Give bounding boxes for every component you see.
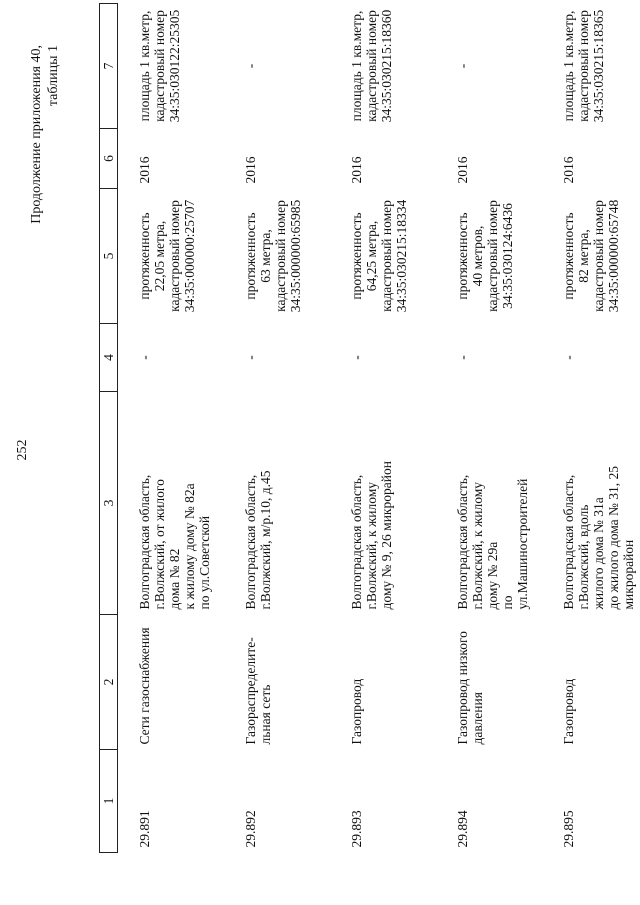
cell-line: 34:35:000000:25707 bbox=[182, 199, 197, 313]
object-name-cell bbox=[118, 615, 225, 750]
cell-line: кадастровый номер bbox=[591, 200, 606, 312]
column-header: 2 bbox=[100, 615, 118, 750]
cell-line: Волгоградская область, bbox=[137, 474, 152, 610]
cell-line: кадастровый номер bbox=[485, 200, 500, 312]
cell-line: ул.Машиностроителей bbox=[515, 478, 530, 610]
column-header: 5 bbox=[100, 189, 118, 324]
land-cell bbox=[118, 4, 225, 129]
object-name-cell bbox=[330, 615, 436, 750]
cell-line: Газопровод bbox=[561, 678, 576, 745]
column-number-row bbox=[100, 4, 118, 853]
cell-line: протяженность bbox=[243, 212, 258, 300]
cell-line: 40 метров, bbox=[470, 225, 485, 287]
cell-line: Газопровод bbox=[349, 678, 364, 745]
address-cell bbox=[118, 392, 225, 615]
cell-line: дому № 29а bbox=[485, 541, 500, 610]
cell-line: кадастровый номер bbox=[167, 200, 182, 312]
cell-line: протяженность bbox=[137, 212, 152, 300]
cell-line: 63 метра, bbox=[258, 229, 273, 283]
cell-line: протяженность bbox=[561, 212, 576, 300]
characteristics-cell bbox=[542, 189, 640, 324]
appendix-header bbox=[28, 45, 62, 224]
column-header: 7 bbox=[100, 4, 118, 129]
land-cell bbox=[436, 4, 542, 129]
cell-line: 34:35:030124:6436 bbox=[500, 203, 515, 309]
cell-line: - bbox=[455, 63, 470, 69]
cell-line: микрорайон bbox=[621, 539, 636, 610]
cell-line: Сети газоснабжения bbox=[137, 627, 152, 745]
cell-line: по bbox=[500, 595, 515, 610]
column-header: 1 bbox=[100, 750, 118, 853]
address-cell bbox=[224, 392, 330, 615]
col4-cell: - bbox=[349, 355, 364, 360]
year-cell: 2016 bbox=[561, 156, 576, 184]
cell-line: г.Волжский, от жилого bbox=[152, 479, 167, 610]
cell-line: дому № 9, 26 микрорайон bbox=[379, 461, 394, 610]
row-number-cell: 29.895 bbox=[561, 810, 576, 848]
cell-line: Газопровод низкого bbox=[455, 631, 470, 745]
table-row bbox=[542, 4, 640, 853]
characteristics-cell bbox=[330, 189, 436, 324]
address-cell bbox=[542, 392, 640, 615]
address-cell bbox=[436, 392, 542, 615]
cell-line: г.Волжский, к жилому bbox=[364, 481, 379, 610]
cell-line: Волгоградская область, bbox=[349, 474, 364, 610]
year-cell: 2016 bbox=[243, 156, 258, 184]
characteristics-cell bbox=[118, 189, 225, 324]
cell-line: кадастровый номер bbox=[152, 10, 167, 122]
row-number-cell: 29.894 bbox=[455, 810, 470, 848]
column-header: 6 bbox=[100, 129, 118, 189]
cell-line: дома № 82 bbox=[167, 548, 182, 610]
row-number-cell: 29.892 bbox=[243, 810, 258, 848]
cell-line: по ул.Советской bbox=[197, 515, 212, 610]
infrastructure-table bbox=[99, 3, 640, 853]
object-name-cell bbox=[224, 615, 330, 750]
land-cell bbox=[542, 4, 640, 129]
land-cell bbox=[224, 4, 330, 129]
cell-line: 34:35:000000:65985 bbox=[288, 199, 303, 313]
cell-line: жилого дома № 31а bbox=[591, 497, 606, 610]
col4-cell: - bbox=[561, 355, 576, 360]
cell-line: 22,05 метра, bbox=[152, 220, 167, 292]
cell-line: кадастровый номер bbox=[364, 10, 379, 122]
year-cell: 2016 bbox=[137, 156, 152, 184]
year-cell: 2016 bbox=[349, 156, 364, 184]
cell-line: г.Волжский, м/р.10, д.45 bbox=[258, 470, 273, 610]
cell-line: до жилого дома № 31, 25 bbox=[606, 465, 621, 610]
cell-line: площадь 1 кв.метр, bbox=[561, 10, 576, 122]
cell-line: Газораспределите- bbox=[243, 637, 258, 745]
header-line-1: Продолжение приложения 40, bbox=[29, 45, 44, 224]
cell-line: - bbox=[243, 63, 258, 69]
col4-cell: - bbox=[243, 355, 258, 360]
cell-line: Волгоградская область, bbox=[455, 474, 470, 610]
cell-line: льная сеть bbox=[258, 684, 273, 745]
cell-line: Волгоградская область, bbox=[243, 474, 258, 610]
cell-line: кадастровый номер bbox=[379, 200, 394, 312]
table-row bbox=[436, 4, 542, 853]
land-cell bbox=[330, 4, 436, 129]
col4-cell: - bbox=[455, 355, 470, 360]
cell-line: г.Волжский, вдоль bbox=[576, 504, 591, 610]
cell-line: давления bbox=[470, 692, 485, 745]
cell-line: площадь 1 кв.метр, bbox=[137, 10, 152, 122]
characteristics-cell bbox=[436, 189, 542, 324]
cell-line: 82 метра, bbox=[576, 229, 591, 283]
cell-line: 34:35:000000:65748 bbox=[606, 199, 621, 313]
cell-line: 34:35:030215:18365 bbox=[591, 9, 606, 123]
column-header: 4 bbox=[100, 324, 118, 392]
cell-line: 64,25 метра, bbox=[364, 220, 379, 292]
cell-line: Волгоградская область, bbox=[561, 474, 576, 610]
cell-line: 34:35:030215:18334 bbox=[394, 199, 409, 313]
cell-line: кадастровый номер bbox=[273, 200, 288, 312]
object-name-cell bbox=[542, 615, 640, 750]
cell-line: протяженность bbox=[455, 212, 470, 300]
cell-line: протяженность bbox=[349, 212, 364, 300]
table-row bbox=[224, 4, 330, 853]
object-name-cell bbox=[436, 615, 542, 750]
address-cell bbox=[330, 392, 436, 615]
row-number-cell: 29.891 bbox=[137, 810, 152, 848]
cell-line: г.Волжский, к жилому bbox=[470, 481, 485, 610]
col4-cell: - bbox=[137, 355, 152, 360]
year-cell: 2016 bbox=[455, 156, 470, 184]
cell-line: кадастровый номер bbox=[576, 10, 591, 122]
table-row bbox=[330, 4, 436, 853]
column-header: 3 bbox=[100, 392, 118, 615]
header-line-2: таблицы 1 bbox=[46, 45, 61, 107]
table-row bbox=[118, 4, 225, 853]
page-number: 252 bbox=[15, 439, 30, 461]
row-number-cell: 29.893 bbox=[349, 810, 364, 848]
characteristics-cell bbox=[224, 189, 330, 324]
cell-line: 34:35:030122:25305 bbox=[167, 9, 182, 123]
cell-line: 34:35:030215:18360 bbox=[379, 9, 394, 123]
cell-line: к жилому дому № 82а bbox=[182, 483, 197, 610]
cell-line: площадь 1 кв.метр, bbox=[349, 10, 364, 122]
